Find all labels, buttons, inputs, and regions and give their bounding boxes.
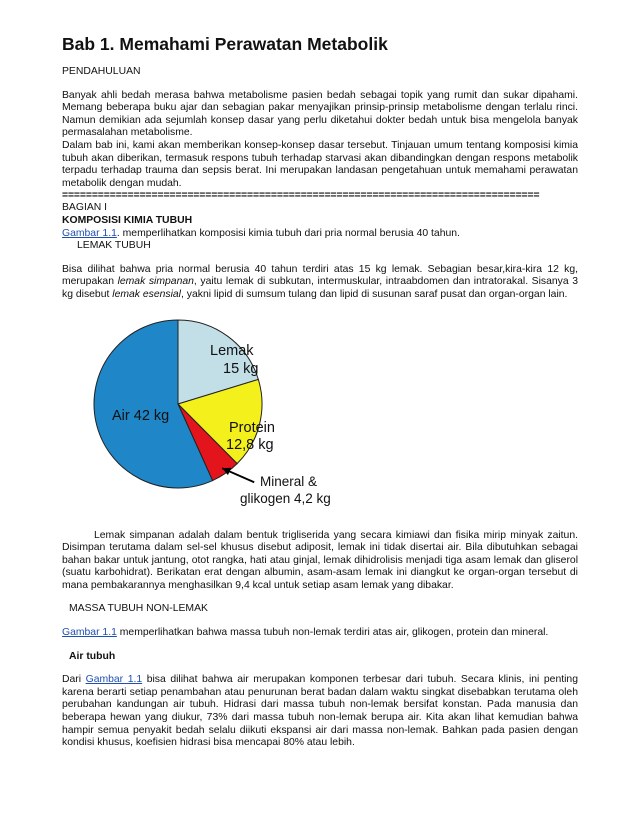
pie-value-protein: 12,8 kg (226, 436, 274, 453)
page-title: Bab 1. Memahami Perawatan Metabolik (62, 34, 388, 54)
figure-link-massa[interactable]: Gambar 1.1 (62, 627, 117, 639)
pie-label-air: Air 42 kg (112, 407, 170, 424)
section-title: KOMPOSISI KIMIA TUBUH (62, 214, 193, 226)
figure-link[interactable]: Gambar 1.1 (62, 227, 117, 239)
pie-label-mineral: Mineral & (260, 473, 318, 489)
figure-caption (62, 228, 578, 241)
intro-paragraph-2: Dalam bab ini, kami akan memberikan konsep-konsep dasar tersebut. Tinjauan umum tentang komposisi kimia tubuh akan diberikan, termasuk respons tubuh terhadap starvasi akan dibandingkan dengan respons metabolik terpadu terhadap trauma dan sepsis berat. Ini merupakan landasan pengetahuan untuk memahami perawatan metabolik dengan mudah. (62, 139, 578, 189)
body-composition-chart (62, 316, 578, 516)
air-paragraph-text: bisa dilihat bahwa air merupakan komponen terbesar dari tubuh. Secara klinis, ini penting karena berarti setiap penambahan atau penurunan berat badan dalam waktu singkat disebabkan terutama oleh perubahan kandungan air tubuh. Hidrasi dari massa tubuh non-lemak bersifat konstan. Pada manusia dan beberapa hewan yang diukur, 73% dari massa tubuh non-lemak berupa air. Kita akan lihat kemudian bahwa hampir semua penyakit bedah selalu diikuti ekspansi air dari massa non-lemak. Bahkan pada pasien dengan kondisi khusus, koefisien hidrasi bisa mencapai 80% atau lebih. (62, 674, 578, 749)
intro-heading: PENDAHULUAN (62, 66, 141, 77)
figure-link-air[interactable]: Gambar 1.1 (85, 674, 143, 686)
lemak-text-b: , yaitu lemak di subkutan, intermuskular, intraabdomen dan intratorakal. Sisanya 3 kg disebut (62, 276, 578, 300)
lemak-paragraph-1 (62, 264, 578, 302)
lemak-heading: LEMAK TUBUH (77, 240, 151, 252)
section-label: BAGIAN I (62, 202, 108, 214)
air-paragraph-pre: Dari (62, 674, 86, 686)
pie-chart-svg (62, 316, 578, 516)
lemak-text-a: Bisa dilihat bahwa pria normal berusia 40 tahun terdiri atas 15 kg lemak. Sebagian besar,kira-kira 12 kg, merupakan (62, 263, 578, 288)
air-paragraph (62, 674, 578, 750)
massa-heading: MASSA TUBUH NON-LEMAK (69, 603, 208, 615)
pie-label-lemak: Lemak (210, 342, 254, 359)
pie-value-mineral: glikogen 4,2 kg (240, 490, 331, 506)
lemak-esensial-term: lemak esensial (112, 288, 181, 300)
figure-caption-text: . memperlihatkan komposisi kimia tubuh dari pria normal berusia 40 tahun. (116, 227, 460, 239)
lemak-text-c: , yakni lipid di sumsum tulang dan lipid di susunan saraf pusat dan organ-organ lain. (181, 288, 568, 300)
pie-value-lemak: 15 kg (223, 360, 259, 377)
air-heading: Air tubuh (69, 650, 116, 662)
separator-line: ================================================================================ (62, 190, 540, 202)
massa-paragraph (62, 627, 578, 640)
massa-paragraph-text: memperlihatkan bahwa massa tubuh non-lemak terdiri atas air, glikogen, protein dan mineral. (116, 627, 549, 639)
intro-paragraph-1: Banyak ahli bedah merasa bahwa metabolisme pasien bedah sebagai topik yang rumit dan sukar dipahami. Memang beberapa buku ajar dan sebagian pakar menyajikan prinsip-prinsip metabolisme dengan terlalu rinci. Namun demikian ada sejumlah konsep dasar yang perlu diketahui dokter bedah untuk bisa mengelola banyak permasalahan metabolisme. (62, 89, 578, 139)
document-page (62, 34, 578, 750)
pie-label-protein: Protein (229, 419, 275, 436)
lemak-simpanan-term: lemak simpanan (117, 276, 194, 288)
lemak-paragraph-2: Lemak simpanan adalah dalam bentuk trigliserida yang secara kimiawi dan fisika mirip minyak zaitun. Disimpan terutama dalam sel-sel khusus disebut adiposit, lemak ini tidak disertai air. Bila dibutuhkan sebagai bahan bakar untuk jantung, otot rangka, hati atau ginjal, lemak dihidrolisis menjadi tiga asam lemak dan gliserol (suatu karbohidrat). Berikatan erat dengan albumin, asam-asam lemak ini diangkut ke organ-organ tersebut di mana pembakarannya menghasilkan 9,4 kcal untuk setiap asam lemak yang dibakar. (62, 529, 578, 591)
